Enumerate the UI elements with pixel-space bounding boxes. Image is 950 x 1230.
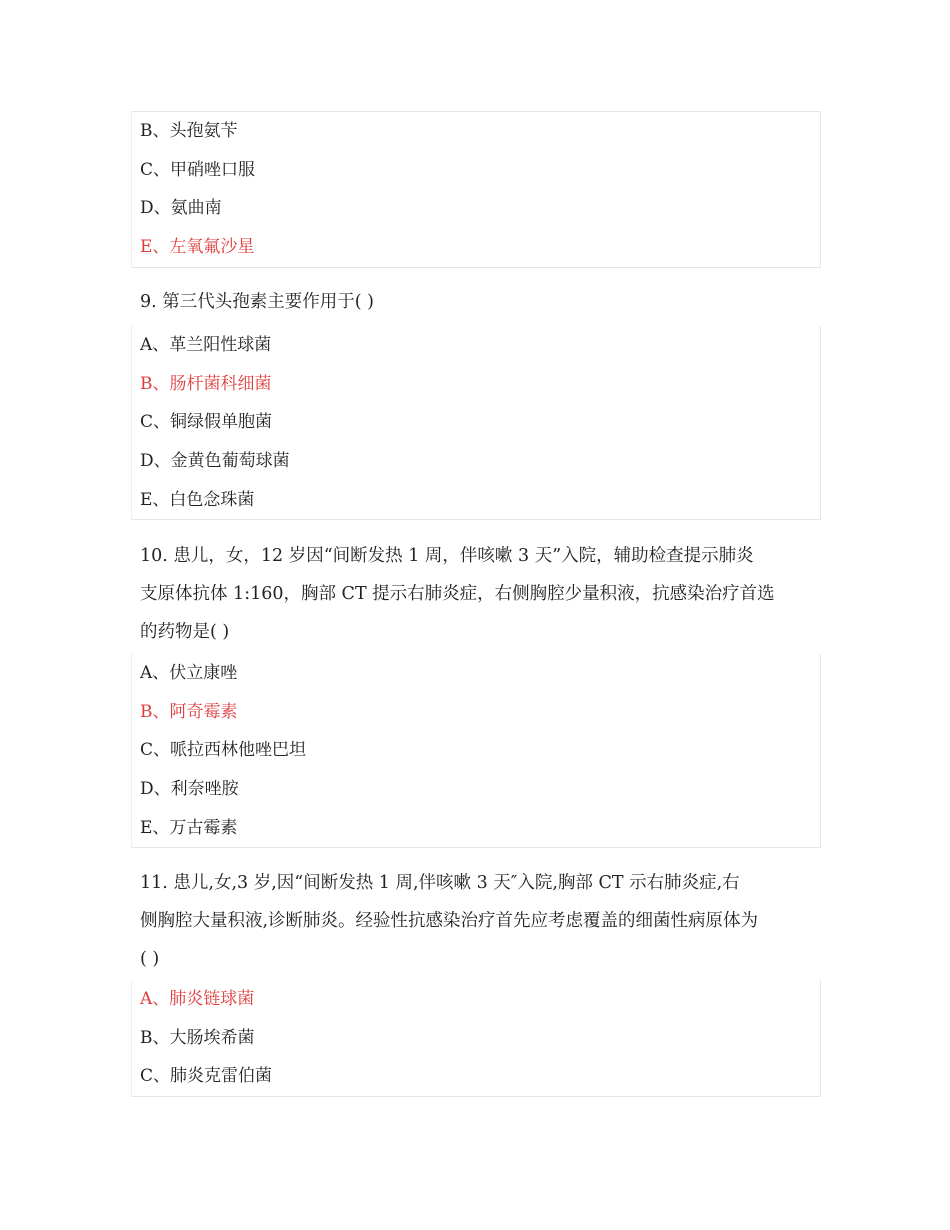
q9-stem-line: 9. 第三代头孢素主要作用于( ) <box>140 292 374 312</box>
q10-option-c: C、哌拉西林他唑巴坦 <box>140 740 307 761</box>
q9-option-e: E、白色念珠菌 <box>140 489 255 510</box>
q9-option-b-correct: B、肠杆菌科细菌 <box>140 373 272 394</box>
q10-stem-line-1: 10. 患儿，女，12 岁因“间断发热 1 周，伴咳嗽 3 天”入院，辅助检查提示肺炎 <box>140 546 754 566</box>
q9-option-d: D、金黄色葡萄球菌 <box>140 451 290 472</box>
q8-option-c: C、甲硝唑口服 <box>140 159 256 180</box>
q10-option-a: A、伏立康唑 <box>140 663 238 683</box>
q8-option-e-correct: E、左氧氟沙星 <box>140 237 255 258</box>
q8-option-d: D、氨曲南 <box>140 198 222 219</box>
q10-option-d: D、利奈唑胺 <box>140 779 239 800</box>
q9-option-c: C、铜绿假单胞菌 <box>140 412 273 433</box>
q11-option-c: C、肺炎克雷伯菌 <box>140 1066 273 1087</box>
q9-options-box <box>131 326 821 520</box>
q10-options-box <box>131 654 821 848</box>
q8-option-b: B、头孢氨苄 <box>140 121 238 141</box>
q10-stem-line-3: 的药物是( ) <box>140 622 230 642</box>
q9-option-a: A、革兰阳性球菌 <box>140 335 272 355</box>
q11-option-a-correct: A、肺炎链球菌 <box>140 989 255 1009</box>
q11-stem-line-2: 侧胸腔大量积液,诊断肺炎。经验性抗感染治疗首先应考虑覆盖的细菌性病原体为 <box>140 911 759 931</box>
q10-stem-line-2: 支原体抗体 1:160，胸部 CT 提示右肺炎症，右侧胸腔少量积液，抗感染治疗首选 <box>140 584 775 604</box>
q9-stem <box>140 283 812 321</box>
q11-options-box <box>131 980 821 1097</box>
q11-stem <box>140 864 812 978</box>
q10-option-b-correct: B、阿奇霉素 <box>140 701 238 722</box>
q10-option-e: E、万古霉素 <box>140 817 238 838</box>
q11-option-b: B、大肠埃希菌 <box>140 1027 255 1048</box>
q11-stem-line-1: 11. 患儿,女,3 岁,因“间断发热 1 周,伴咳嗽 3 天″入院,胸部 CT 示右肺炎症,右 <box>140 873 740 893</box>
q8-options-box <box>131 111 821 268</box>
q10-stem <box>140 537 812 651</box>
q11-stem-line-3: ( ) <box>140 949 160 969</box>
